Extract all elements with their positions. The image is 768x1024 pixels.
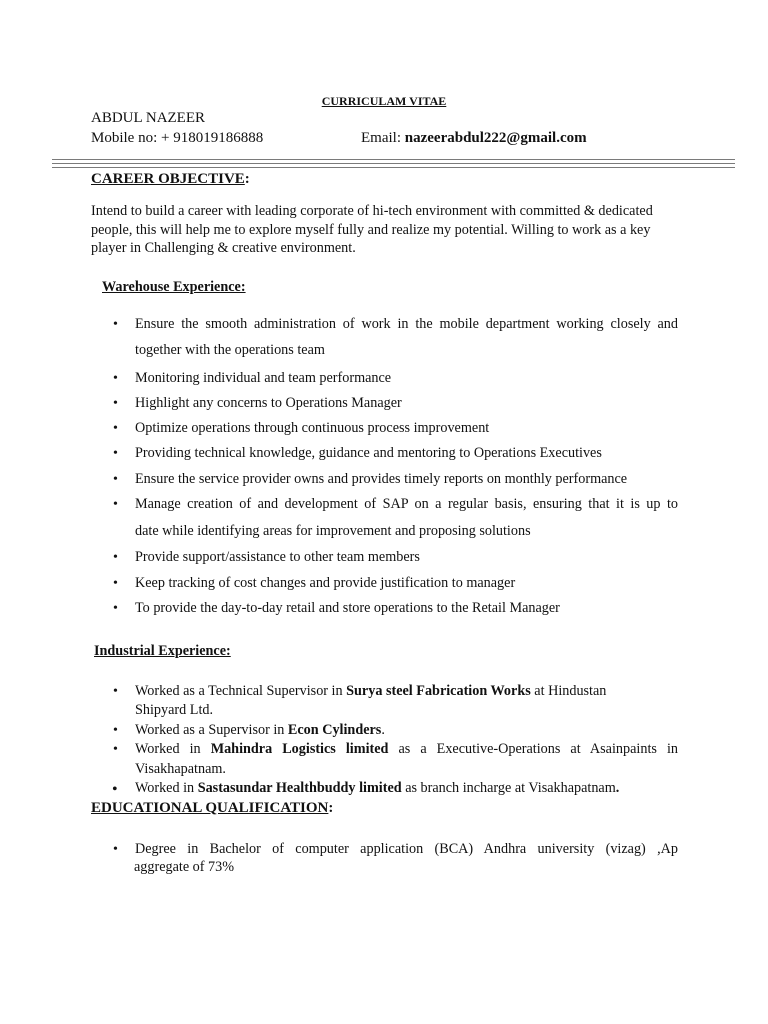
career-objective-heading xyxy=(91,170,250,188)
list-item: To provide the day-to-day retail and store operations to the Retail Manager xyxy=(135,600,560,616)
career-objective-line: player in Challenging & creative environment. xyxy=(91,240,356,256)
list-item-continuation: aggregate of 73% xyxy=(134,859,235,875)
document-title: CURRICULAM VITAE xyxy=(321,94,447,108)
bullet-icon: • xyxy=(113,497,118,512)
education-heading xyxy=(91,799,333,817)
list-item xyxy=(135,683,606,700)
career-objective-line: people, this will help me to explore myself fully and realize my potential. Willing to work as a key xyxy=(91,222,651,238)
email-label: Email: xyxy=(361,130,405,146)
header-divider-top xyxy=(52,159,735,160)
bullet-icon: • xyxy=(113,371,118,386)
item-text: as a Executive-Operations at Asainpaints in xyxy=(388,741,678,757)
bullet-icon: • xyxy=(113,421,118,436)
industrial-experience-heading: Industrial Experience: xyxy=(94,643,231,659)
employer-name: Surya steel Fabrication Works xyxy=(346,683,531,699)
employer-name: Sastasundar Healthbuddy limited xyxy=(197,780,402,796)
list-item xyxy=(135,722,385,739)
mobile-number: Mobile no: + 918019186888 xyxy=(91,130,264,146)
list-item-continuation: Shipyard Ltd. xyxy=(135,702,214,718)
employer-name: Mahindra Logistics limited xyxy=(210,741,389,757)
career-objective-title: CAREER OBJECTIVE xyxy=(91,171,245,187)
item-text: Worked as a Supervisor in xyxy=(135,722,288,738)
education-title: EDUCATIONAL QUALIFICATION xyxy=(91,800,329,816)
item-text: Worked as a Technical Supervisor in xyxy=(135,683,347,699)
bullet-icon: • xyxy=(113,723,118,738)
item-text: . xyxy=(381,722,385,738)
item-text: . xyxy=(615,780,620,796)
list-item-continuation: date while identifying areas for improvement and proposing solutions xyxy=(135,523,531,539)
warehouse-experience-heading: Warehouse Experience: xyxy=(102,279,246,295)
item-text: Worked in xyxy=(135,780,198,796)
list-item-continuation: together with the operations team xyxy=(135,342,325,358)
list-item xyxy=(135,780,619,797)
list-item: Ensure the service provider owns and provides timely reports on monthly performance xyxy=(135,471,628,487)
bullet-icon: • xyxy=(113,446,118,461)
career-objective-colon: : xyxy=(244,171,250,187)
header-divider-middle xyxy=(52,163,735,164)
email-line xyxy=(361,130,587,147)
bullet-icon: • xyxy=(113,550,118,565)
employer-name: Econ Cylinders xyxy=(287,722,382,738)
candidate-name: ABDUL NAZEER xyxy=(91,110,206,126)
bullet-icon: • xyxy=(113,472,118,487)
list-item: Manage creation of and development of SAP on a regular basis, ensuring that it is up to xyxy=(135,496,678,512)
item-text: as branch incharge at Visakhapatnam xyxy=(401,780,616,796)
header-divider-bottom xyxy=(52,167,735,168)
bullet-icon: • xyxy=(112,781,118,798)
bullet-icon: • xyxy=(113,317,118,332)
list-item: Keep tracking of cost changes and provide justification to manager xyxy=(135,575,516,591)
item-text: at Hindustan xyxy=(530,683,607,699)
item-text: Worked in xyxy=(135,741,211,757)
bullet-icon: • xyxy=(113,396,118,411)
list-item: Degree in Bachelor of computer application (BCA) Andhra university (vizag) ,Ap xyxy=(135,841,678,857)
list-item: Monitoring individual and team performance xyxy=(135,370,392,386)
list-item: Providing technical knowledge, guidance and mentoring to Operations Executives xyxy=(135,445,602,461)
list-item xyxy=(135,741,678,758)
list-item: Optimize operations through continuous process improvement xyxy=(135,420,490,436)
list-item: Provide support/assistance to other team members xyxy=(135,549,420,565)
bullet-icon: • xyxy=(113,842,118,857)
bullet-icon: • xyxy=(113,576,118,591)
list-item-continuation: Visakhapatnam. xyxy=(135,761,226,777)
career-objective-line: Intend to build a career with leading corporate of hi-tech environment with committed & dedicated xyxy=(91,203,653,219)
list-item: Highlight any concerns to Operations Manager xyxy=(135,395,402,411)
bullet-icon: • xyxy=(113,742,118,757)
education-colon: : xyxy=(328,800,334,816)
email-address: nazeerabdul222@gmail.com xyxy=(404,130,587,146)
list-item: Ensure the smooth administration of work in the mobile department working closely and xyxy=(135,316,678,332)
bullet-icon: • xyxy=(113,601,118,616)
bullet-icon: • xyxy=(113,684,118,699)
